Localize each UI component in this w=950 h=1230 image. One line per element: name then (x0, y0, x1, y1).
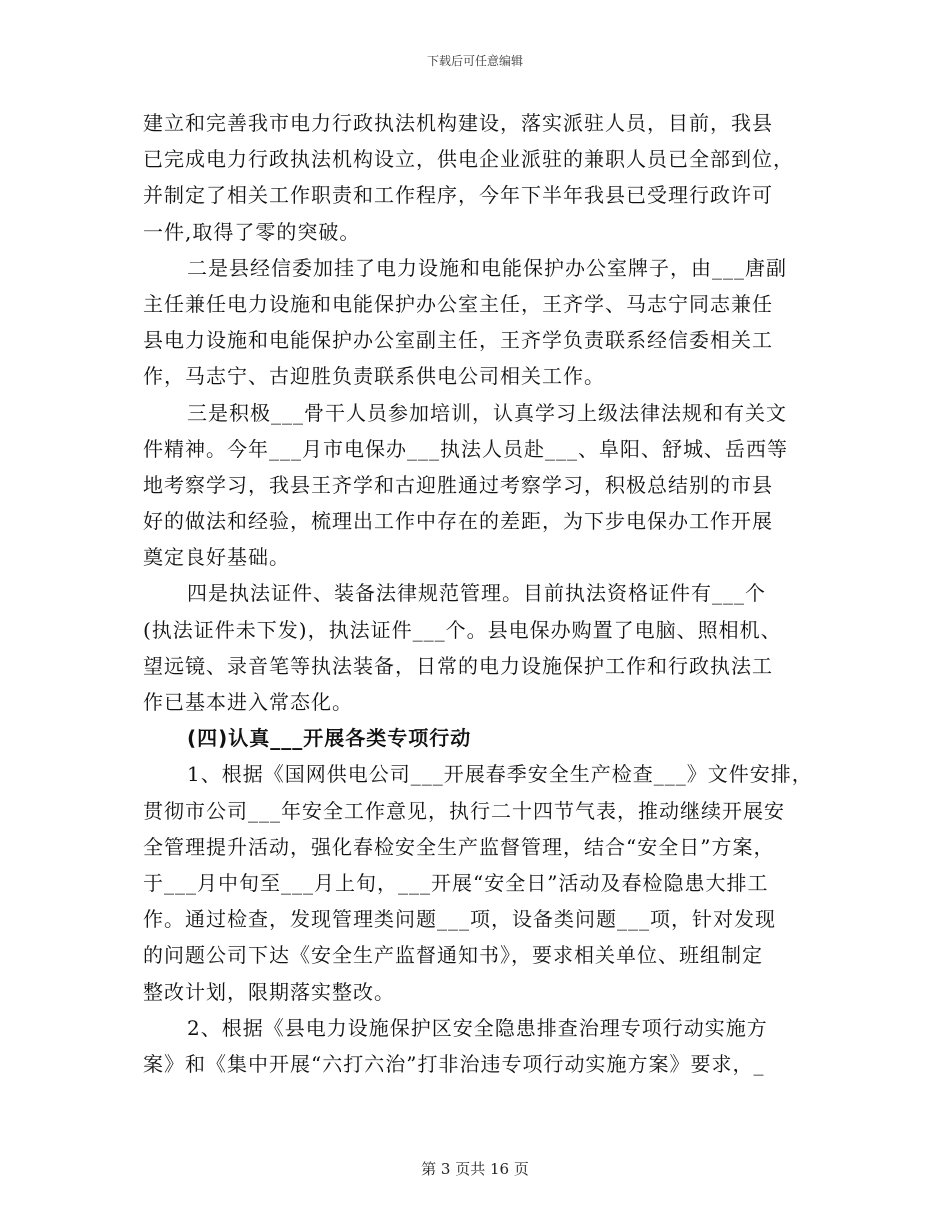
body-line: 建立和完善我市电力行政执法机构建设，落实派驻人员，目前，我县 (143, 111, 773, 135)
body-line: 县电力设施和电能保护办公室副主任，王齐学负责联系经信委相关工 (143, 328, 773, 353)
document-body (143, 105, 823, 1082)
paragraph-first-line: 二是县经信委加挂了电力设施和电能保护办公室牌子，由___唐副 (187, 255, 787, 280)
body-line: 整改计划，限期落实整改。 (143, 979, 395, 1004)
body-line: 全管理提升活动，强化春检安全生产监督管理，结合“安全日”方案， (143, 834, 775, 859)
body-line: 望远镜、录音笔等执法装备，日常的电力设施保护工作和行政执法工 (143, 653, 773, 678)
body-line: 已完成电力行政执法机构设立，供电企业派驻的兼职人员已全部到位， (143, 147, 794, 172)
body-line: 作。通过检查，发现管理类问题___项，设备类问题___项，针对发现 (143, 907, 776, 932)
body-line: 好的做法和经验，梳理出工作中存在的差距，为下步电保办工作开展 (143, 509, 773, 534)
page-header: 下载后可任意编辑 (426, 54, 523, 68)
body-line: 案》和《集中开展“六打六治”打非治违专项行动实施方案》要求，_ (143, 1051, 765, 1076)
body-line: 的问题公司下达《安全生产监督通知书》，要求相关单位、班组制定 (143, 943, 763, 968)
paragraph-first-line: 2、根据《县电力设施保护区安全隐患排查治理专项行动实施方 (187, 1015, 768, 1040)
paragraph-first-line: 三是积极___骨干人员参加培训，认真学习上级法律法规和有关文 (187, 400, 787, 425)
body-line: (执法证件未下发)，执法证件___个。县电保办购置了电脑、照相机、 (143, 617, 782, 642)
body-line: 件精神。今年___月市电保办___执法人员赴___、阜阳、舒城、岳西等 (143, 436, 788, 461)
section-heading: (四)认真___开展各类专项行动 (187, 726, 472, 751)
body-line: 作已基本进入常态化。 (143, 690, 353, 714)
paragraph-first-line: 1、根据《国网供电公司___开展春季安全生产检查___》文件安排， (187, 762, 813, 787)
body-line: 于___月中旬至___月上旬，___开展“安全日”活动及春检隐患大排工 (143, 870, 769, 895)
paragraph-first-line: 四是执法证件、装备法律规范管理。目前执法资格证件有___个 (187, 581, 766, 606)
body-line: 贯彻市公司___年安全工作意见，执行二十四节气表，推动继续开展安 (143, 798, 785, 823)
body-line: 并制定了相关工作职责和工作程序，今年下半年我县已受理行政许可 (143, 183, 773, 208)
body-line: 奠定良好基础。 (143, 545, 290, 570)
body-line: 一件,取得了零的突破。 (143, 219, 361, 244)
body-line: 地考察学习，我县王齐学和古迎胜通过考察学习，积极总结别的市县 (143, 472, 773, 497)
page-number: 第 3 页共 16 页 (421, 1160, 529, 1178)
body-line: 作，马志宁、古迎胜负责联系供电公司相关工作。 (143, 364, 605, 389)
body-line: 主任兼任电力设施和电能保护办公室主任，王齐学、马志宁同志兼任 (143, 291, 773, 316)
